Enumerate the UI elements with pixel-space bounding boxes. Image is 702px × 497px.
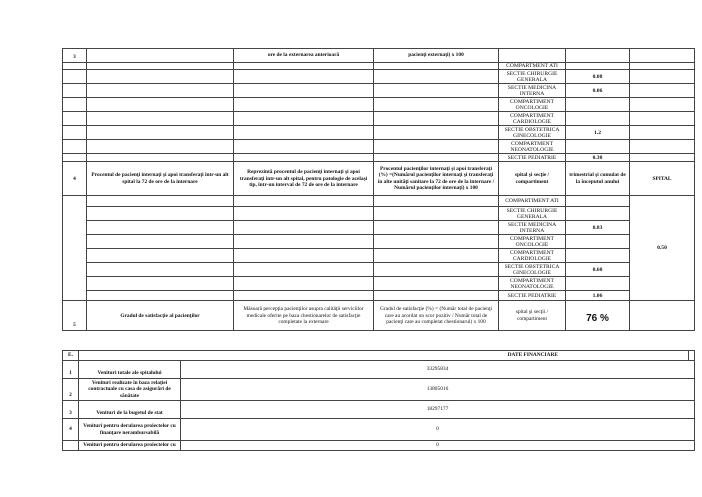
indicator-level: spital şi secţii / compartiment [499, 301, 566, 331]
row-number: 1 [63, 361, 79, 379]
financial-header: DATE FINANCIARE [79, 351, 689, 361]
department-name: SECTIE CHIRURGIE GENERALA [499, 207, 566, 221]
department-name: SECTIE CHIRURGIE GENERALA [499, 70, 566, 84]
department-name: SECTIE MEDICINA INTERNA [499, 84, 566, 98]
financial-label: Venituri realizate în baza relaţiei contractuale cu casa de asigurări de sănătate [79, 379, 181, 401]
department-row [63, 196, 695, 207]
department-value [566, 63, 630, 70]
department-row [63, 154, 695, 162]
department-value [566, 249, 630, 263]
department-row [63, 277, 695, 291]
department-row [63, 249, 695, 263]
department-name: COMPARTIMENT ONCOLOGIE [499, 98, 566, 112]
department-row [63, 84, 695, 98]
department-name: COMPARTMENT ATI [499, 63, 566, 70]
row-number: 2 [63, 379, 79, 401]
department-value: 0.30 [566, 154, 630, 162]
indicator-frequency: trimestrial şi cumulat de la începutul anului [566, 162, 630, 196]
department-value [566, 235, 630, 249]
department-value [566, 112, 630, 126]
department-row [63, 112, 695, 126]
indicator-name: Gradul de satisfacţie al pacienţilor [87, 301, 234, 331]
department-row [63, 63, 695, 70]
financial-value: 13805016 [181, 379, 695, 401]
department-value [566, 98, 630, 112]
department-row [63, 126, 695, 140]
section-letter: E. [63, 351, 79, 361]
financial-row [63, 401, 695, 419]
department-value: 0.83 [566, 221, 630, 235]
department-name: SECTIE MEDICINA INTERNA [499, 221, 566, 235]
department-name: COMPARTIMENT NEONATOLOGIE [499, 277, 566, 291]
department-name: COMPARTIMENT ATI [499, 196, 566, 207]
department-name: SECTIE PEDIATRIE [499, 291, 566, 301]
row4-header [63, 162, 695, 196]
financial-table [62, 350, 695, 451]
financial-label: Venituri pentru derularea proiectelor cu finanţare nerambursabilă [79, 419, 181, 441]
row-number: 5 [63, 301, 87, 331]
department-name: COMPARTIMENT CARDIOLOGIE [499, 249, 566, 263]
department-row [63, 207, 695, 221]
financial-row [63, 441, 695, 451]
department-row [63, 98, 695, 112]
row3-header [63, 49, 695, 63]
row5 [63, 301, 695, 331]
hospital-label: SPITAL [630, 162, 695, 196]
row-number: 3 [63, 49, 87, 63]
department-value: 1.06 [566, 291, 630, 301]
department-name: COMPARTIMENT ONCOLOGIE [499, 235, 566, 249]
department-row [63, 221, 695, 235]
financial-label: Venituri de la bugetul de stat [79, 401, 181, 419]
department-value [566, 140, 630, 154]
row-number [63, 441, 79, 451]
financial-header-row [63, 351, 695, 361]
department-row [63, 263, 695, 277]
department-value: 0.60 [566, 263, 630, 277]
indicator-level: spital şi secţie / compartiment [499, 162, 566, 196]
financial-value: 0 [181, 419, 695, 441]
row-number: 4 [63, 162, 87, 196]
department-name: SECTIE OBSTETRICA GINECOLOGIE [499, 126, 566, 140]
department-row [63, 291, 695, 301]
department-value: 0.06 [566, 84, 630, 98]
financial-row [63, 379, 695, 401]
financial-value: 33295834 [181, 361, 695, 379]
financial-row [63, 361, 695, 379]
indicator-name: Procentul de pacienţi internaţi şi apoi transferaţi într-un alt spital la 72 de ore de la internare [87, 162, 234, 196]
financial-value: 18297177 [181, 401, 695, 419]
row-number: 3 [63, 401, 79, 419]
financial-label: Venituri pentru derularea proiectelor cu [79, 441, 181, 451]
department-row [63, 70, 695, 84]
department-value: 1.2 [566, 126, 630, 140]
department-name: COMPARTMENT NEONATOLOGIE [499, 140, 566, 154]
department-name: COMPARTIMENT CARDIOLOGIE [499, 112, 566, 126]
department-row [63, 140, 695, 154]
department-row [63, 235, 695, 249]
indicator-description: Reprezintă procentul de pacienţi internaţi şi apoi transferaţi într-un alt spital, pentru patologie de acelaşi tip, într-un interval de 72 de ore de la internare [234, 162, 374, 196]
row3-formula-tail: ore de la externarea anterioară [234, 49, 374, 63]
hospital-value: 0.50 [630, 196, 695, 301]
financial-label: Venituri totale ale spitalului [79, 361, 181, 379]
indicators-table [62, 48, 695, 331]
financial-value: 0 [181, 441, 695, 451]
department-value [566, 207, 630, 221]
department-value [566, 196, 630, 207]
department-value: 0.08 [566, 70, 630, 84]
department-name: SECTIE PEDIATRIE [499, 154, 566, 162]
row-number: 4 [63, 419, 79, 441]
indicator-formula: Gradul de satisfacţie (%) = (Număr total de pacienţi care au acordat un scor pozitiv / Număr total de pacienţi care au completat chestionarul) x 100 [374, 301, 499, 331]
department-value [566, 277, 630, 291]
row3-formula-col2-tail: pacienţi externaţi) x 100 [374, 49, 499, 63]
satisfaction-value: 76 % [566, 301, 630, 331]
financial-row [63, 419, 695, 441]
department-name: SECTIE OBSTETRICA GINECOLOGIE [499, 263, 566, 277]
indicator-description: Măsoară percepţia pacienţilor asupra calităţii serviciilor medicale oferite pe baza chestionarelor de satisfacţie completate la externare [234, 301, 374, 331]
indicator-formula: Procentul pacienţilor internaţi şi apoi transferaţi (%) =(Numărul pacienţilor internaţi şi transferaţi în alte unităţi sanitare la 72 de ore de la internare / Numărul pacienţilor internaţi) x 100 [374, 162, 499, 196]
